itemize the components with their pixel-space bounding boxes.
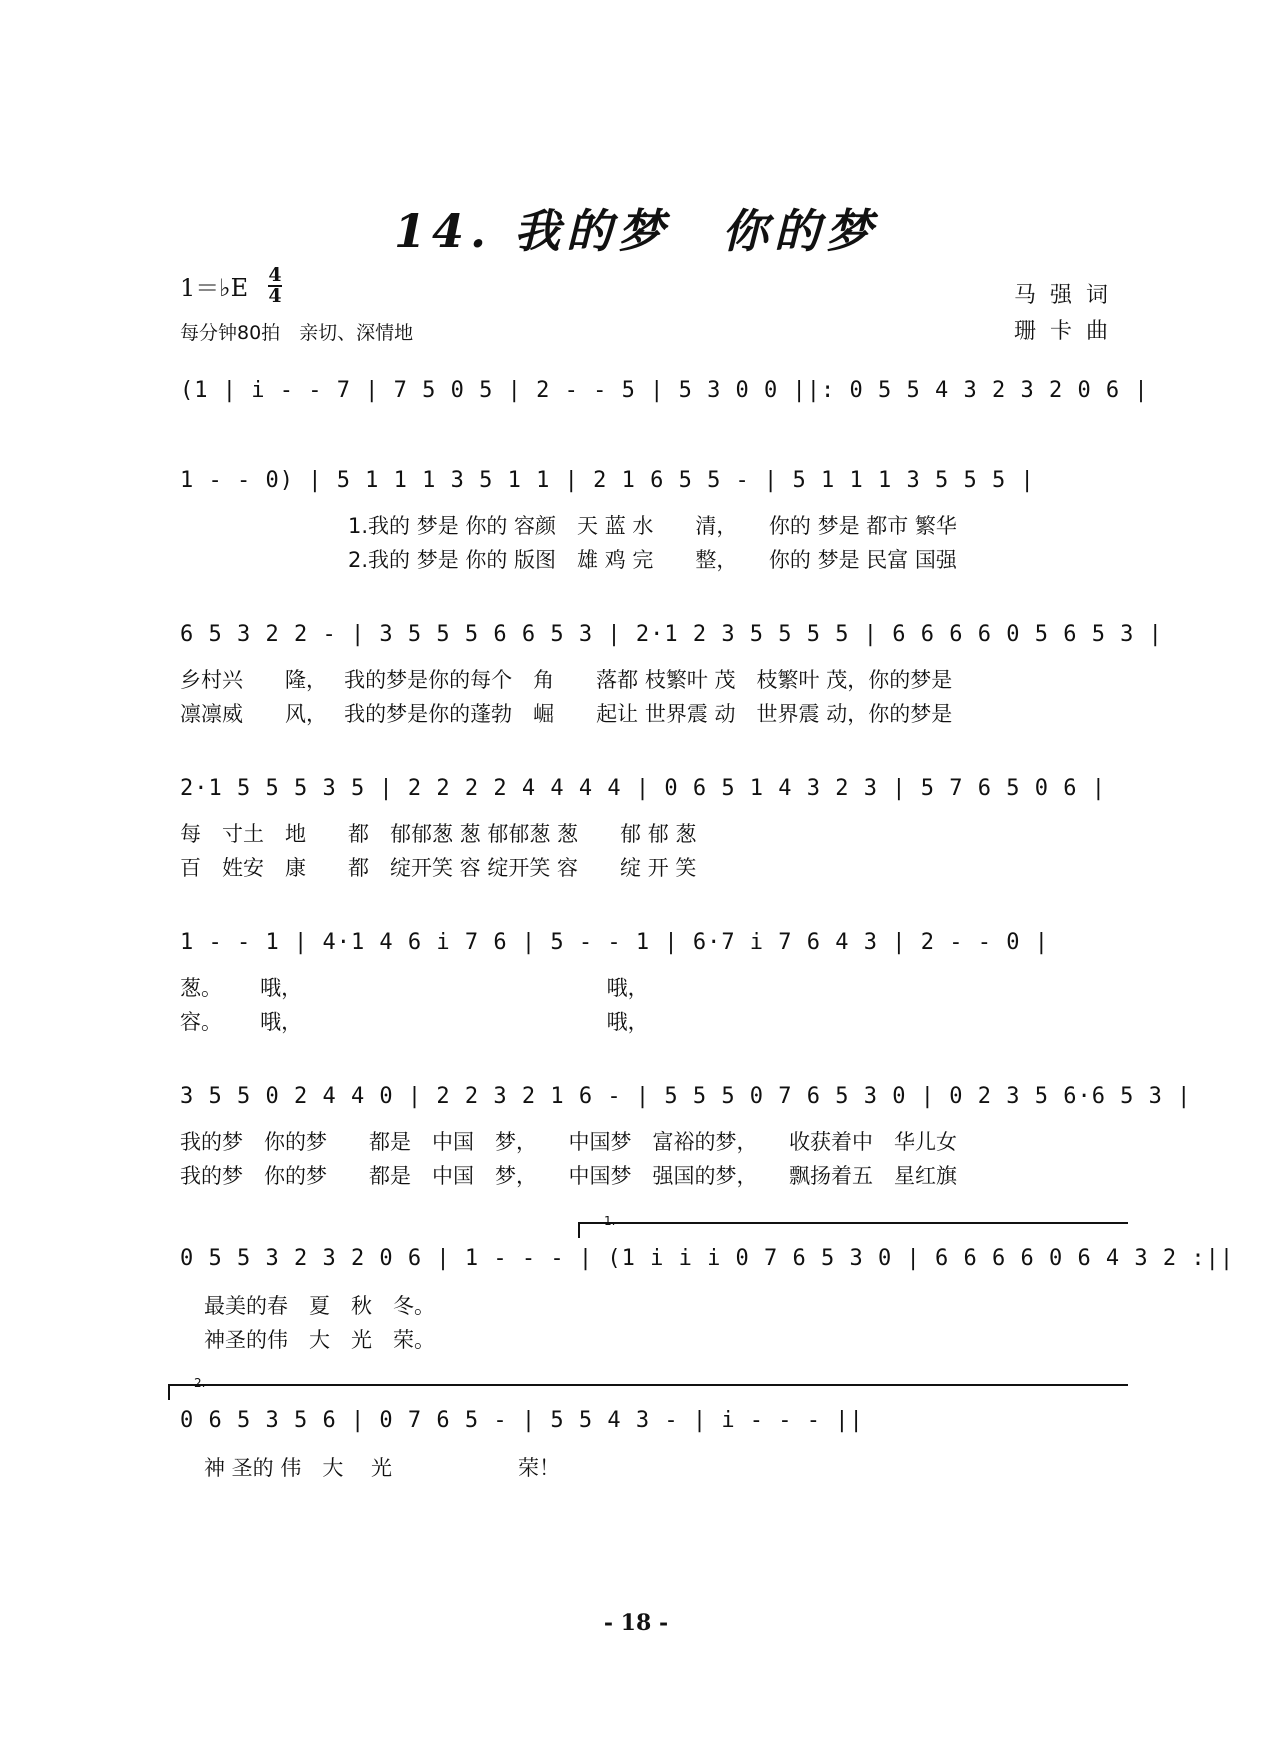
volta-label-1: 1. <box>604 1214 616 1228</box>
lyric-line-7-verse-1: 最美的春 夏 秋 冬。 <box>204 1294 435 1318</box>
notation-line-6: 3 5 5 0 2 4 4 0 | 2 2 3 2 1 6 - | 5 5 5 0 7 6 5 3 0 | 0 2 3 5 6·6 5 3 | <box>180 1084 1192 1109</box>
tempo-marking: 每分钟80拍 亲切、深情地 <box>180 322 414 344</box>
composer-credit: 珊卡曲 <box>1013 319 1122 344</box>
lyric-line-8-verse-1: 神 圣的 伟 大 光 荣！ <box>204 1456 561 1480</box>
lyric-line-3-verse-2: 凛凛威 风， 我的梦是你的蓬勃 崛 起让 世界震 动 世界震 动，你的梦是 <box>180 702 953 726</box>
volta-label-2: 2. <box>194 1376 206 1390</box>
notation-line-3: 6 5 3 2 2 - | 3 5 5 5 6 6 5 3 | 2·1 2 3 5 5 5 5 | 6 6 6 6 0 5 6 5 3 | <box>180 622 1163 647</box>
time-signature-top: 4 <box>268 264 282 286</box>
lyric-line-4-verse-2: 百 姓安 康 都 绽开笑 容 绽开笑 容 绽 开 笑 <box>180 856 697 880</box>
lyric-line-5-verse-1: 葱。 哦， 哦， <box>180 976 649 1000</box>
volta-bracket-2 <box>168 1384 1128 1400</box>
notation-line-4: 2·1 5 5 5 3 5 | 2 2 2 2 4 4 4 4 | 0 6 5 1 4 3 2 3 | 5 7 6 5 0 6 | <box>180 776 1106 801</box>
key-signature: 1＝♭E <box>180 274 249 302</box>
notation-line-5: 1 - - 1 | 4·1 4 6 i 7 6 | 5 - - 1 | 6·7 i 7 6 4 3 | 2 - - 0 | <box>180 930 1049 955</box>
lyric-line-3-verse-1: 乡村兴 隆， 我的梦是你的每个 角 落都 枝繁叶 茂 枝繁叶 茂，你的梦是 <box>180 668 953 692</box>
time-signature <box>268 266 282 306</box>
lyric-line-2-verse-1: 1.我的 梦是 你的 容颜 天 蓝 水 清， 你的 梦是 都市 繁华 <box>348 514 957 538</box>
lyric-line-2-verse-2: 2.我的 梦是 你的 版图 雄 鸡 完 整， 你的 梦是 民富 国强 <box>348 548 957 572</box>
lyric-line-7-verse-2: 神圣的伟 大 光 荣。 <box>204 1328 435 1352</box>
lyricist-credit: 马强词 <box>1013 283 1122 308</box>
notation-line-7: 0 5 5 3 2 3 2 0 6 | 1 - - - | (1 i i i 0 7 6 5 3 0 | 6 6 6 6 0 6 4 3 2 :|| <box>180 1246 1235 1271</box>
lyric-line-6-verse-2: 我的梦 你的梦 都是 中国 梦， 中国梦 强国的梦， 飘扬着五 星红旗 <box>180 1164 957 1188</box>
lyric-line-5-verse-2: 容。 哦， 哦， <box>180 1010 649 1034</box>
lyric-line-6-verse-1: 我的梦 你的梦 都是 中国 梦， 中国梦 富裕的梦， 收获着中 华儿女 <box>180 1130 957 1154</box>
song-title: 14. 我的梦 你的梦 <box>393 204 879 258</box>
notation-line-8: 0 6 5 3 5 6 | 0 7 6 5 - | 5 5 4 3 - | i - - - || <box>180 1408 864 1433</box>
lyric-line-4-verse-1: 每 寸土 地 都 郁郁葱 葱 郁郁葱 葱 郁 郁 葱 <box>180 822 697 846</box>
notation-line-2: 1 - - 0) | 5 1 1 1 3 5 1 1 | 2 1 6 5 5 - | 5 1 1 1 3 5 5 5 | <box>180 468 1035 493</box>
time-signature-bottom: 4 <box>268 285 282 307</box>
volta-bracket-1 <box>578 1222 1128 1238</box>
page-number: - 18 - <box>603 1610 669 1636</box>
notation-line-1: (1 | i - - 7 | 7 5 0 5 | 2 - - 5 | 5 3 0 0 ||: 0 5 5 4 3 2 3 2 0 6 | <box>180 378 1149 403</box>
